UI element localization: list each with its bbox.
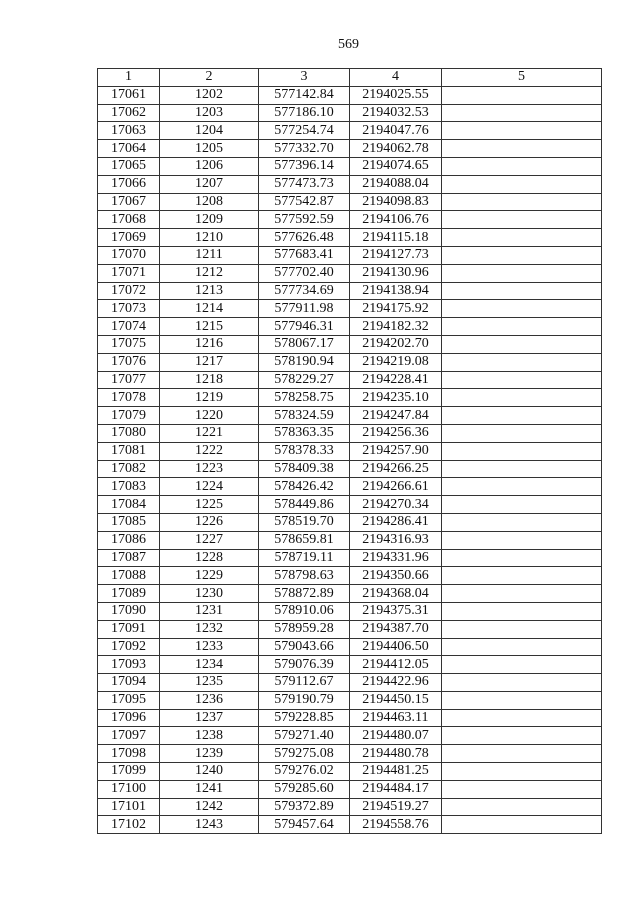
table-cell-col-1: 17098 bbox=[98, 745, 160, 763]
table-cell-col-1: 17093 bbox=[98, 656, 160, 674]
table-cell-col-1: 17068 bbox=[98, 211, 160, 229]
table-cell-col-4: 2194422.96 bbox=[350, 674, 442, 692]
table-cell-col-1: 17065 bbox=[98, 157, 160, 175]
table-cell-col-4: 2194270.34 bbox=[350, 496, 442, 514]
table-cell-col-5 bbox=[442, 674, 602, 692]
table-cell-col-1: 17081 bbox=[98, 442, 160, 460]
table-cell-col-2: 1223 bbox=[160, 460, 259, 478]
table-cell-col-4: 2194032.53 bbox=[350, 104, 442, 122]
table-row bbox=[98, 602, 602, 620]
table-cell-col-5 bbox=[442, 318, 602, 336]
table-cell-col-1: 17097 bbox=[98, 727, 160, 745]
table-cell-col-3: 579276.02 bbox=[259, 763, 350, 781]
header-cell-1: 1 bbox=[98, 69, 160, 87]
table-cell-col-4: 2194480.07 bbox=[350, 727, 442, 745]
table-row bbox=[98, 211, 602, 229]
table-cell-col-4: 2194375.31 bbox=[350, 602, 442, 620]
table-row bbox=[98, 318, 602, 336]
table-cell-col-5 bbox=[442, 335, 602, 353]
table-cell-col-5 bbox=[442, 442, 602, 460]
table-cell-col-3: 578409.38 bbox=[259, 460, 350, 478]
table-cell-col-4: 2194088.04 bbox=[350, 175, 442, 193]
header-cell-4: 4 bbox=[350, 69, 442, 87]
table-cell-col-2: 1216 bbox=[160, 335, 259, 353]
table-row bbox=[98, 460, 602, 478]
table-cell-col-1: 17100 bbox=[98, 780, 160, 798]
table-cell-col-3: 579043.66 bbox=[259, 638, 350, 656]
table-cell-col-2: 1205 bbox=[160, 140, 259, 158]
table-cell-col-2: 1203 bbox=[160, 104, 259, 122]
table-cell-col-1: 17087 bbox=[98, 549, 160, 567]
table-row bbox=[98, 371, 602, 389]
table-cell-col-5 bbox=[442, 585, 602, 603]
table-cell-col-3: 577592.59 bbox=[259, 211, 350, 229]
table-cell-col-3: 578872.89 bbox=[259, 585, 350, 603]
table-cell-col-4: 2194247.84 bbox=[350, 407, 442, 425]
table-cell-col-1: 17080 bbox=[98, 424, 160, 442]
table-cell-col-3: 579457.64 bbox=[259, 816, 350, 834]
table-cell-col-1: 17101 bbox=[98, 798, 160, 816]
table-row bbox=[98, 763, 602, 781]
table-row bbox=[98, 496, 602, 514]
table-cell-col-2: 1226 bbox=[160, 513, 259, 531]
table-cell-col-5 bbox=[442, 798, 602, 816]
table-cell-col-5 bbox=[442, 371, 602, 389]
table-cell-col-4: 2194138.94 bbox=[350, 282, 442, 300]
table-row bbox=[98, 407, 602, 425]
table-cell-col-4: 2194286.41 bbox=[350, 513, 442, 531]
table-row bbox=[98, 335, 602, 353]
table-cell-col-2: 1213 bbox=[160, 282, 259, 300]
table-cell-col-2: 1225 bbox=[160, 496, 259, 514]
table-cell-col-3: 578229.27 bbox=[259, 371, 350, 389]
table-cell-col-4: 2194074.65 bbox=[350, 157, 442, 175]
table-cell-col-2: 1232 bbox=[160, 620, 259, 638]
table-cell-col-1: 17086 bbox=[98, 531, 160, 549]
table-cell-col-2: 1242 bbox=[160, 798, 259, 816]
table-cell-col-3: 579112.67 bbox=[259, 674, 350, 692]
table-cell-col-4: 2194130.96 bbox=[350, 264, 442, 282]
table-row bbox=[98, 353, 602, 371]
table-cell-col-2: 1238 bbox=[160, 727, 259, 745]
table-cell-col-2: 1206 bbox=[160, 157, 259, 175]
table-cell-col-4: 2194387.70 bbox=[350, 620, 442, 638]
table-cell-col-1: 17088 bbox=[98, 567, 160, 585]
table-cell-col-4: 2194115.18 bbox=[350, 229, 442, 247]
table-row bbox=[98, 709, 602, 727]
table-cell-col-2: 1234 bbox=[160, 656, 259, 674]
table-row bbox=[98, 229, 602, 247]
table-cell-col-4: 2194368.04 bbox=[350, 585, 442, 603]
table-cell-col-3: 578363.35 bbox=[259, 424, 350, 442]
table-cell-col-4: 2194182.32 bbox=[350, 318, 442, 336]
table-cell-col-1: 17063 bbox=[98, 122, 160, 140]
table-cell-col-1: 17067 bbox=[98, 193, 160, 211]
table-row bbox=[98, 175, 602, 193]
table-cell-col-4: 2194106.76 bbox=[350, 211, 442, 229]
table-cell-col-1: 17073 bbox=[98, 300, 160, 318]
table-cell-col-4: 2194484.17 bbox=[350, 780, 442, 798]
table-row bbox=[98, 300, 602, 318]
table-cell-col-2: 1236 bbox=[160, 691, 259, 709]
table-cell-col-1: 17096 bbox=[98, 709, 160, 727]
table-cell-col-4: 2194558.76 bbox=[350, 816, 442, 834]
table-cell-col-3: 578324.59 bbox=[259, 407, 350, 425]
table-row bbox=[98, 585, 602, 603]
table-cell-col-1: 17082 bbox=[98, 460, 160, 478]
table-cell-col-5 bbox=[442, 211, 602, 229]
table-cell-col-3: 577911.98 bbox=[259, 300, 350, 318]
table-cell-col-1: 17074 bbox=[98, 318, 160, 336]
table-cell-col-4: 2194266.61 bbox=[350, 478, 442, 496]
table-cell-col-4: 2194257.90 bbox=[350, 442, 442, 460]
table-cell-col-5 bbox=[442, 264, 602, 282]
table-cell-col-5 bbox=[442, 531, 602, 549]
table-cell-col-2: 1209 bbox=[160, 211, 259, 229]
table-cell-col-3: 578519.70 bbox=[259, 513, 350, 531]
table-cell-col-4: 2194480.78 bbox=[350, 745, 442, 763]
table-cell-col-1: 17099 bbox=[98, 763, 160, 781]
coordinates-table bbox=[97, 68, 602, 834]
table-cell-col-3: 578258.75 bbox=[259, 389, 350, 407]
table-cell-col-4: 2194316.93 bbox=[350, 531, 442, 549]
table-cell-col-5 bbox=[442, 104, 602, 122]
table-cell-col-1: 17085 bbox=[98, 513, 160, 531]
table-cell-col-1: 17102 bbox=[98, 816, 160, 834]
table-cell-col-3: 577473.73 bbox=[259, 175, 350, 193]
table-cell-col-5 bbox=[442, 691, 602, 709]
table-cell-col-5 bbox=[442, 727, 602, 745]
table-row bbox=[98, 638, 602, 656]
table-cell-col-5 bbox=[442, 656, 602, 674]
table-row bbox=[98, 246, 602, 264]
table-cell-col-2: 1207 bbox=[160, 175, 259, 193]
table-cell-col-1: 17070 bbox=[98, 246, 160, 264]
table-cell-col-5 bbox=[442, 282, 602, 300]
table-cell-col-5 bbox=[442, 638, 602, 656]
table-row bbox=[98, 104, 602, 122]
table-cell-col-4: 2194481.25 bbox=[350, 763, 442, 781]
table-cell-col-2: 1235 bbox=[160, 674, 259, 692]
table-cell-col-1: 17092 bbox=[98, 638, 160, 656]
table-cell-col-1: 17066 bbox=[98, 175, 160, 193]
table-cell-col-4: 2194412.05 bbox=[350, 656, 442, 674]
table-row bbox=[98, 122, 602, 140]
table-cell-col-5 bbox=[442, 353, 602, 371]
table-cell-col-3: 578378.33 bbox=[259, 442, 350, 460]
table-cell-col-1: 17094 bbox=[98, 674, 160, 692]
table-cell-col-5 bbox=[442, 816, 602, 834]
table-cell-col-2: 1210 bbox=[160, 229, 259, 247]
table-cell-col-1: 17071 bbox=[98, 264, 160, 282]
table-cell-col-3: 577626.48 bbox=[259, 229, 350, 247]
table-cell-col-5 bbox=[442, 620, 602, 638]
table-cell-col-4: 2194331.96 bbox=[350, 549, 442, 567]
table-cell-col-1: 17084 bbox=[98, 496, 160, 514]
table-cell-col-1: 17079 bbox=[98, 407, 160, 425]
table-cell-col-1: 17062 bbox=[98, 104, 160, 122]
table-row bbox=[98, 780, 602, 798]
table-cell-col-2: 1228 bbox=[160, 549, 259, 567]
table-cell-col-3: 579285.60 bbox=[259, 780, 350, 798]
table-cell-col-3: 579271.40 bbox=[259, 727, 350, 745]
table-row bbox=[98, 745, 602, 763]
table-cell-col-3: 579228.85 bbox=[259, 709, 350, 727]
table-cell-col-5 bbox=[442, 157, 602, 175]
table-cell-col-2: 1211 bbox=[160, 246, 259, 264]
table-cell-col-2: 1204 bbox=[160, 122, 259, 140]
table-cell-col-5 bbox=[442, 424, 602, 442]
table-row bbox=[98, 389, 602, 407]
table-cell-col-5 bbox=[442, 389, 602, 407]
table-cell-col-3: 578910.06 bbox=[259, 602, 350, 620]
table-cell-col-4: 2194202.70 bbox=[350, 335, 442, 353]
table-cell-col-2: 1241 bbox=[160, 780, 259, 798]
table-row bbox=[98, 567, 602, 585]
table-cell-col-3: 579190.79 bbox=[259, 691, 350, 709]
table-cell-col-4: 2194235.10 bbox=[350, 389, 442, 407]
table-cell-col-2: 1212 bbox=[160, 264, 259, 282]
table-cell-col-1: 17077 bbox=[98, 371, 160, 389]
table-cell-col-3: 578426.42 bbox=[259, 478, 350, 496]
table-cell-col-2: 1229 bbox=[160, 567, 259, 585]
table-cell-col-5 bbox=[442, 549, 602, 567]
table-cell-col-3: 578190.94 bbox=[259, 353, 350, 371]
table-row bbox=[98, 798, 602, 816]
table-cell-col-1: 17078 bbox=[98, 389, 160, 407]
table-cell-col-3: 578659.81 bbox=[259, 531, 350, 549]
table-cell-col-4: 2194175.92 bbox=[350, 300, 442, 318]
table-cell-col-2: 1230 bbox=[160, 585, 259, 603]
table-cell-col-2: 1240 bbox=[160, 763, 259, 781]
table-cell-col-1: 17083 bbox=[98, 478, 160, 496]
table-cell-col-4: 2194463.11 bbox=[350, 709, 442, 727]
table-cell-col-3: 578798.63 bbox=[259, 567, 350, 585]
table-cell-col-3: 577702.40 bbox=[259, 264, 350, 282]
table-cell-col-3: 577142.84 bbox=[259, 86, 350, 104]
table-cell-col-4: 2194025.55 bbox=[350, 86, 442, 104]
table-cell-col-2: 1208 bbox=[160, 193, 259, 211]
table-cell-col-1: 17061 bbox=[98, 86, 160, 104]
table-row bbox=[98, 282, 602, 300]
table-row bbox=[98, 549, 602, 567]
table-cell-col-3: 578067.17 bbox=[259, 335, 350, 353]
table-cell-col-5 bbox=[442, 175, 602, 193]
table-row bbox=[98, 140, 602, 158]
table-cell-col-5 bbox=[442, 745, 602, 763]
table-cell-col-5 bbox=[442, 300, 602, 318]
table-cell-col-5 bbox=[442, 567, 602, 585]
table-cell-col-3: 578959.28 bbox=[259, 620, 350, 638]
table-cell-col-4: 2194350.66 bbox=[350, 567, 442, 585]
table-cell-col-4: 2194266.25 bbox=[350, 460, 442, 478]
table-row bbox=[98, 620, 602, 638]
table-cell-col-4: 2194127.73 bbox=[350, 246, 442, 264]
table-cell-col-3: 578449.86 bbox=[259, 496, 350, 514]
table-row bbox=[98, 531, 602, 549]
table-cell-col-5 bbox=[442, 602, 602, 620]
table-cell-col-2: 1219 bbox=[160, 389, 259, 407]
table-cell-col-4: 2194406.50 bbox=[350, 638, 442, 656]
table-cell-col-3: 577396.14 bbox=[259, 157, 350, 175]
table-cell-col-2: 1221 bbox=[160, 424, 259, 442]
table-cell-col-2: 1237 bbox=[160, 709, 259, 727]
table-row bbox=[98, 691, 602, 709]
table-row bbox=[98, 727, 602, 745]
table-row bbox=[98, 656, 602, 674]
table-cell-col-1: 17089 bbox=[98, 585, 160, 603]
table-cell-col-3: 577946.31 bbox=[259, 318, 350, 336]
table-cell-col-5 bbox=[442, 86, 602, 104]
table-cell-col-5 bbox=[442, 513, 602, 531]
table-cell-col-5 bbox=[442, 478, 602, 496]
header-cell-2: 2 bbox=[160, 69, 259, 87]
table-cell-col-3: 579372.89 bbox=[259, 798, 350, 816]
table-cell-col-4: 2194450.15 bbox=[350, 691, 442, 709]
table-row bbox=[98, 157, 602, 175]
table-row bbox=[98, 478, 602, 496]
table-row bbox=[98, 442, 602, 460]
table-cell-col-1: 17069 bbox=[98, 229, 160, 247]
table-cell-col-1: 17095 bbox=[98, 691, 160, 709]
table-cell-col-2: 1202 bbox=[160, 86, 259, 104]
table-cell-col-3: 577542.87 bbox=[259, 193, 350, 211]
table-header bbox=[98, 69, 602, 87]
table-cell-col-2: 1220 bbox=[160, 407, 259, 425]
table-cell-col-5 bbox=[442, 140, 602, 158]
table-cell-col-3: 577186.10 bbox=[259, 104, 350, 122]
table-cell-col-3: 577734.69 bbox=[259, 282, 350, 300]
table-row bbox=[98, 674, 602, 692]
table-cell-col-4: 2194098.83 bbox=[350, 193, 442, 211]
table-cell-col-1: 17090 bbox=[98, 602, 160, 620]
table-cell-col-2: 1233 bbox=[160, 638, 259, 656]
table-cell-col-1: 17076 bbox=[98, 353, 160, 371]
header-row bbox=[98, 69, 602, 87]
table-cell-col-4: 2194062.78 bbox=[350, 140, 442, 158]
table-row bbox=[98, 86, 602, 104]
table-cell-col-1: 17075 bbox=[98, 335, 160, 353]
table-row bbox=[98, 264, 602, 282]
header-cell-5: 5 bbox=[442, 69, 602, 87]
table-cell-col-5 bbox=[442, 780, 602, 798]
table-cell-col-1: 17072 bbox=[98, 282, 160, 300]
table-cell-col-3: 577254.74 bbox=[259, 122, 350, 140]
header-cell-3: 3 bbox=[259, 69, 350, 87]
table-cell-col-2: 1215 bbox=[160, 318, 259, 336]
table-row bbox=[98, 424, 602, 442]
table-cell-col-3: 578719.11 bbox=[259, 549, 350, 567]
table-cell-col-5 bbox=[442, 496, 602, 514]
table-cell-col-5 bbox=[442, 193, 602, 211]
table-cell-col-4: 2194519.27 bbox=[350, 798, 442, 816]
table-cell-col-4: 2194228.41 bbox=[350, 371, 442, 389]
table-cell-col-2: 1214 bbox=[160, 300, 259, 318]
table-cell-col-5 bbox=[442, 407, 602, 425]
table-cell-col-3: 577332.70 bbox=[259, 140, 350, 158]
table-row bbox=[98, 193, 602, 211]
table-cell-col-3: 579076.39 bbox=[259, 656, 350, 674]
table-cell-col-5 bbox=[442, 229, 602, 247]
table-cell-col-1: 17091 bbox=[98, 620, 160, 638]
table-body bbox=[98, 86, 602, 833]
table-cell-col-2: 1222 bbox=[160, 442, 259, 460]
page-number: 569 bbox=[338, 37, 359, 52]
table-cell-col-5 bbox=[442, 122, 602, 140]
table-cell-col-2: 1224 bbox=[160, 478, 259, 496]
table-cell-col-4: 2194256.36 bbox=[350, 424, 442, 442]
table-row bbox=[98, 513, 602, 531]
table-cell-col-2: 1239 bbox=[160, 745, 259, 763]
table-cell-col-3: 579275.08 bbox=[259, 745, 350, 763]
table-cell-col-5 bbox=[442, 763, 602, 781]
table-cell-col-4: 2194047.76 bbox=[350, 122, 442, 140]
table-cell-col-4: 2194219.08 bbox=[350, 353, 442, 371]
table-cell-col-2: 1227 bbox=[160, 531, 259, 549]
table-row bbox=[98, 816, 602, 834]
table-cell-col-5 bbox=[442, 709, 602, 727]
table-cell-col-2: 1217 bbox=[160, 353, 259, 371]
table-cell-col-1: 17064 bbox=[98, 140, 160, 158]
table-cell-col-3: 577683.41 bbox=[259, 246, 350, 264]
table-cell-col-2: 1243 bbox=[160, 816, 259, 834]
table-cell-col-5 bbox=[442, 460, 602, 478]
table-cell-col-2: 1231 bbox=[160, 602, 259, 620]
table-cell-col-5 bbox=[442, 246, 602, 264]
table-cell-col-2: 1218 bbox=[160, 371, 259, 389]
